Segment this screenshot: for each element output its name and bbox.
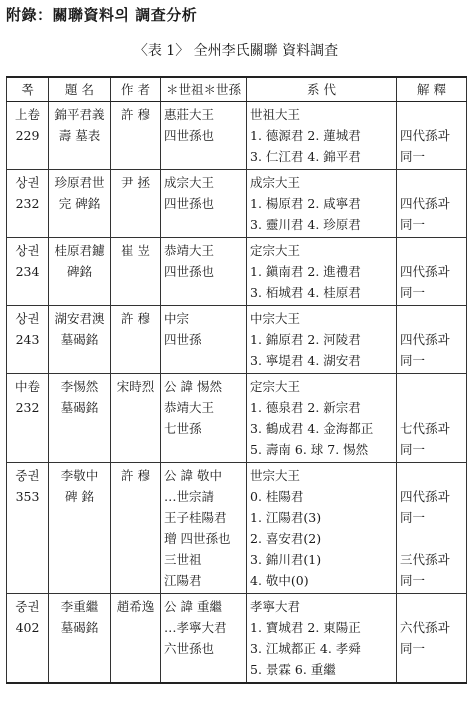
cell-page-line: 上卷 — [14, 107, 40, 122]
cell-title — [49, 170, 111, 238]
cell-title — [49, 374, 111, 463]
cell-lineage-line: 1. 楊原君 2. 咸寧君 — [250, 196, 361, 211]
cell-lineage — [247, 306, 397, 374]
cell-lineage-line: 1. 寶城君 2. 東陽正 — [250, 620, 361, 635]
cell-explanation — [397, 374, 467, 463]
table-body — [7, 102, 467, 684]
cell-lineage-line: 5. 壽南 6. 球 7. 惕然 — [250, 442, 369, 457]
cell-title-line: 李重繼 — [60, 599, 99, 614]
column-header-ancestor: ＊世祖＊世孫 — [161, 77, 247, 102]
table-row — [7, 306, 467, 374]
cell-lineage — [247, 463, 397, 594]
cell-lineage-line: 世祖大王 — [250, 107, 301, 122]
cell-explanation-line: 同一 — [400, 510, 426, 525]
table-row — [7, 102, 467, 170]
cell-explanation-line: 四代孫과 — [400, 264, 450, 279]
cell-author-line: 趙希逸 — [116, 599, 155, 614]
cell-ancestor-line: 四世孫 — [164, 332, 202, 347]
cell-lineage-line: 3. 錦川君(1) — [250, 552, 322, 567]
cell-explanation-line — [400, 397, 463, 418]
cell-ancestor-line: 七世孫 — [164, 421, 202, 436]
cell-ancestor-line: 成宗大王 — [164, 175, 215, 190]
cell-page-line: 상권 — [15, 243, 40, 258]
cell-page — [7, 102, 49, 170]
cell-title — [49, 102, 111, 170]
cell-ancestor-line: 四世孫也 — [164, 264, 215, 279]
cell-lineage-line: 0. 桂陽君 — [250, 489, 304, 504]
cell-author-line: 崔 岦 — [121, 243, 150, 258]
cell-ancestor — [161, 102, 247, 170]
cell-title-line: 墓碣銘 — [60, 400, 99, 415]
cell-title-line: 壽 墓表 — [58, 128, 101, 143]
cell-page-line: 402 — [15, 620, 40, 635]
cell-explanation-line — [400, 172, 463, 193]
cell-ancestor-line: …孝寧大君 — [164, 620, 227, 635]
table-row — [7, 238, 467, 306]
cell-explanation — [397, 306, 467, 374]
cell-explanation-line: 同一 — [400, 285, 426, 300]
cell-page — [7, 594, 49, 684]
cell-explanation — [397, 170, 467, 238]
cell-title-line: 湖安君澳 — [54, 311, 105, 326]
cell-author — [111, 594, 161, 684]
cell-explanation-line: 同一 — [400, 149, 426, 164]
cell-title-line: 桂原君鑢 — [54, 243, 105, 258]
cell-explanation-line — [400, 308, 463, 329]
cell-explanation-line: 四代孫과 — [400, 489, 450, 504]
cell-author — [111, 463, 161, 594]
cell-title-line: 碑銘 — [66, 264, 92, 279]
cell-title — [49, 594, 111, 684]
cell-page-line: 234 — [15, 264, 40, 279]
cell-lineage-line: 3. 靈川君 4. 珍原君 — [250, 217, 361, 232]
cell-title — [49, 306, 111, 374]
cell-lineage-line: 3. 江城都正 4. 孝舜 — [250, 641, 361, 656]
cell-lineage-line: 中宗大王 — [250, 311, 301, 326]
cell-ancestor — [161, 463, 247, 594]
cell-page-line: 중권 — [15, 599, 40, 614]
cell-lineage-line: 1. 錦原君 2. 河陵君 — [250, 332, 361, 347]
cell-page-line: 상권 — [15, 175, 40, 190]
cell-lineage-line: 2. 喜安君(2) — [250, 531, 322, 546]
cell-ancestor-line: …世宗請 — [164, 489, 215, 504]
cell-title-line: 墓碣銘 — [60, 620, 99, 635]
cell-author-line: 宋時烈 — [116, 379, 155, 394]
cell-explanation — [397, 238, 467, 306]
cell-explanation-line — [400, 465, 463, 486]
cell-explanation-line: 同一 — [400, 641, 426, 656]
table-row — [7, 463, 467, 594]
cell-lineage-line: 3. 鶴成君 4. 金海都正 — [250, 421, 374, 436]
cell-ancestor-line: 公 諱 敬中 — [164, 468, 222, 483]
cell-lineage — [247, 170, 397, 238]
cell-lineage-line: 世宗大王 — [250, 468, 301, 483]
cell-ancestor-line: 四世孫也 — [164, 196, 215, 211]
cell-ancestor — [161, 374, 247, 463]
cell-lineage — [247, 238, 397, 306]
cell-ancestor-line: 恭靖大王 — [164, 400, 215, 415]
cell-lineage-line: 5. 景霖 6. 重繼 — [250, 662, 336, 677]
cell-lineage-line: 1. 鎭南君 2. 進禮君 — [250, 264, 361, 279]
cell-lineage-line: 4. 敬中(0) — [250, 573, 309, 588]
cell-explanation-line: 同一 — [400, 353, 426, 368]
cell-author-line: 許 穆 — [121, 468, 150, 483]
table-header-row — [7, 77, 467, 102]
cell-explanation-line: 四代孫과 — [400, 128, 450, 143]
cell-ancestor-line: 王子桂陽君 — [164, 510, 227, 525]
cell-lineage-line: 定宗大王 — [250, 243, 301, 258]
cell-explanation-line: 同一 — [400, 442, 426, 457]
cell-ancestor-line: 惠莊大王 — [164, 107, 215, 122]
cell-author — [111, 374, 161, 463]
cell-explanation-line — [400, 528, 463, 549]
cell-explanation-line: 四代孫과 — [400, 196, 450, 211]
column-header-author: 作 者 — [111, 77, 161, 102]
cell-lineage-line: 3. 寧堤君 4. 湖安君 — [250, 353, 361, 368]
cell-ancestor-line: 公 諱 重繼 — [164, 599, 222, 614]
cell-page — [7, 306, 49, 374]
cell-ancestor — [161, 170, 247, 238]
cell-title — [49, 463, 111, 594]
cell-lineage-line: 1. 德泉君 2. 新宗君 — [250, 400, 361, 415]
cell-explanation — [397, 594, 467, 684]
cell-lineage-line: 定宗大王 — [250, 379, 301, 394]
cell-lineage-line: 孝寧大君 — [250, 599, 301, 614]
cell-title-line: 墓碣銘 — [60, 332, 99, 347]
cell-lineage-line: 1. 江陽君(3) — [250, 510, 322, 525]
cell-ancestor-line: 江陽君 — [164, 573, 202, 588]
cell-author-line: 許 穆 — [121, 311, 150, 326]
cell-page-line: 353 — [15, 489, 40, 504]
lineage-table — [6, 76, 467, 684]
cell-ancestor-line: 公 諱 惕然 — [164, 379, 222, 394]
cell-author — [111, 238, 161, 306]
cell-ancestor-line: 恭靖大王 — [164, 243, 215, 258]
column-header-explanation: 解 釋 — [397, 77, 467, 102]
cell-page — [7, 170, 49, 238]
cell-ancestor-line: 璔 四世孫也 — [164, 531, 231, 546]
cell-page-line: 中卷 — [14, 379, 40, 394]
cell-ancestor — [161, 238, 247, 306]
cell-explanation-line — [400, 596, 463, 617]
cell-page — [7, 374, 49, 463]
cell-lineage — [247, 102, 397, 170]
cell-lineage — [247, 374, 397, 463]
cell-lineage — [247, 594, 397, 684]
page-header: 附錄：關聯資料의 調査分析 — [6, 6, 198, 24]
cell-page-line: 232 — [15, 196, 40, 211]
table-row — [7, 374, 467, 463]
column-header-title: 題 名 — [49, 77, 111, 102]
cell-explanation-line: 同一 — [400, 217, 426, 232]
cell-title-line: 錦平君義 — [54, 107, 105, 122]
table-row — [7, 170, 467, 238]
cell-ancestor-line: 六世孫也 — [164, 641, 215, 656]
cell-ancestor-line: 四世孫也 — [164, 128, 215, 143]
column-header-lineage: 系 代 — [247, 77, 397, 102]
cell-explanation-line: 六代孫과 — [400, 620, 450, 635]
cell-author — [111, 306, 161, 374]
cell-ancestor-line: 三世祖 — [164, 552, 202, 567]
cell-lineage-line: 成宗大王 — [250, 175, 301, 190]
cell-ancestor — [161, 594, 247, 684]
cell-author — [111, 102, 161, 170]
cell-title-line: 完 碑銘 — [58, 196, 101, 211]
cell-title-line: 李敬中 — [60, 468, 99, 483]
column-header-page: 쪽 — [7, 77, 49, 102]
cell-title — [49, 238, 111, 306]
cell-lineage-line: 1. 德源君 2. 蓮城君 — [250, 128, 361, 143]
cell-explanation-line: 七代孫과 — [400, 421, 450, 436]
table-caption: 〈表 1〉 全州李氏關聯 資料調査 — [133, 43, 339, 59]
cell-explanation-line: 三代孫과 — [400, 552, 450, 567]
cell-title-line: 李惕然 — [60, 379, 99, 394]
cell-explanation-line — [400, 240, 463, 261]
cell-page — [7, 463, 49, 594]
cell-ancestor — [161, 306, 247, 374]
cell-page-line: 중권 — [15, 468, 40, 483]
cell-explanation — [397, 463, 467, 594]
cell-page-line: 232 — [15, 400, 40, 415]
cell-author-line: 尹 拯 — [121, 175, 150, 190]
cell-page-line: 243 — [15, 332, 40, 347]
cell-page-line: 상권 — [15, 311, 40, 326]
cell-explanation-line: 四代孫과 — [400, 332, 450, 347]
cell-ancestor-line: 中宗 — [164, 311, 190, 326]
table-row — [7, 594, 467, 684]
cell-author — [111, 170, 161, 238]
cell-lineage-line: 3. 仁江君 4. 錦平君 — [250, 149, 361, 164]
cell-title-line: 碑 銘 — [65, 489, 94, 504]
cell-page — [7, 238, 49, 306]
cell-lineage-line: 3. 栢城君 4. 桂原君 — [250, 285, 361, 300]
cell-explanation-line — [400, 104, 463, 125]
cell-explanation-line: 同一 — [400, 573, 426, 588]
cell-author-line: 許 穆 — [121, 107, 150, 122]
cell-page-line: 229 — [15, 128, 40, 143]
cell-explanation — [397, 102, 467, 170]
cell-title-line: 珍原君世 — [54, 175, 105, 190]
cell-explanation-line — [400, 376, 463, 397]
